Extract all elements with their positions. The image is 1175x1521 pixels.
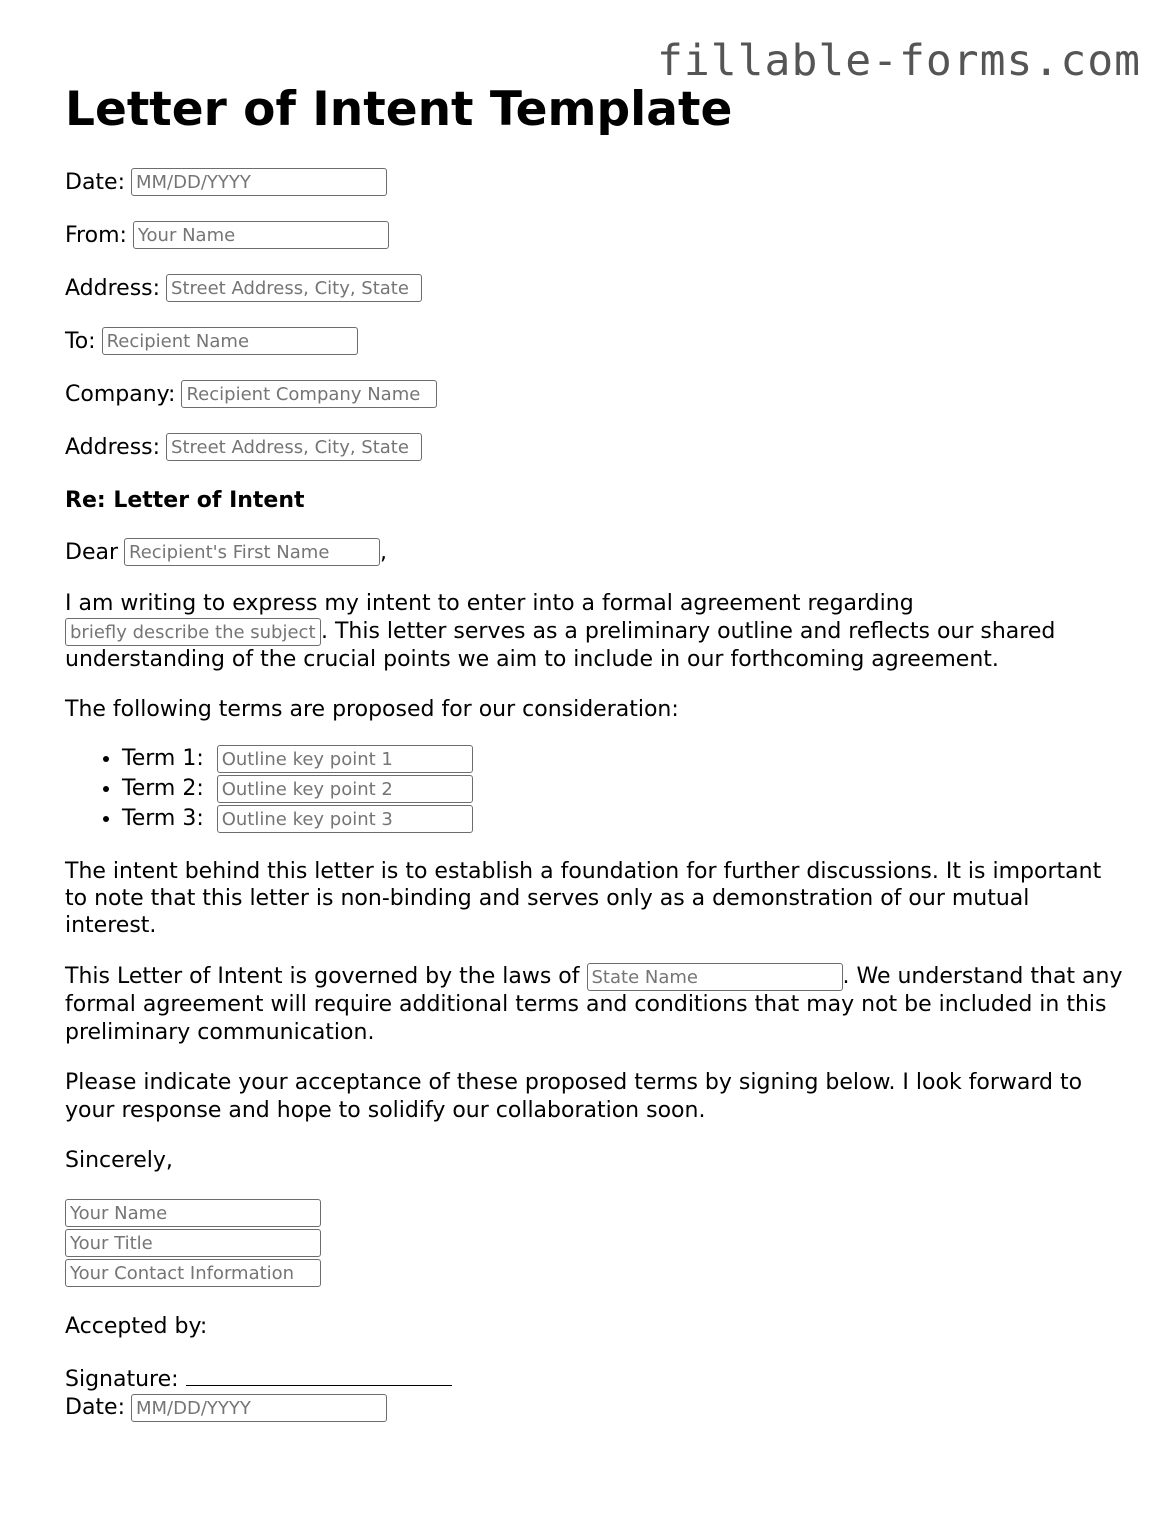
intro-text-before: I am writing to express my intent to enter into a formal agreement regarding (65, 591, 914, 616)
page-title: Letter of Intent Template (65, 82, 733, 137)
term-2-field[interactable] (217, 775, 473, 803)
recipient-company-field[interactable] (181, 380, 437, 408)
salutation-comma: , (380, 540, 388, 565)
term-3-field[interactable] (217, 805, 473, 833)
list-item (122, 774, 1125, 804)
sign-off: Sincerely, (65, 1148, 173, 1173)
recipient-address-label: Address: (65, 435, 161, 460)
accept-date-row (65, 1394, 1125, 1422)
list-item (122, 744, 1125, 774)
date-label: Date: (65, 170, 125, 195)
date-field[interactable] (131, 168, 387, 196)
recipient-first-name-field[interactable] (124, 538, 380, 566)
letter-document (65, 82, 1125, 1422)
governing-text-before: This Letter of Intent is governed by the laws of (65, 964, 580, 989)
recipient-address-field[interactable] (166, 433, 422, 461)
company-row (65, 380, 1125, 433)
accept-date-field[interactable] (131, 1394, 387, 1422)
from-label: From: (65, 223, 127, 248)
company-label: Company: (65, 382, 176, 407)
to-label: To: (65, 329, 96, 354)
terms-intro: The following terms are proposed for our consideration: (65, 697, 679, 722)
intent-paragraph: The intent behind this letter is to establish a foundation for further discussions. It is important to note that this letter is non-binding and serves only as a demonstration of our mutual interest. (65, 859, 1102, 938)
intro-text-after: . This letter serves as a preliminary outline and reflects our shared understanding of the crucial points we aim to include in our forthcoming agreement. (65, 619, 1056, 672)
governing-text-after: . We understand that any formal agreement will require additional terms and conditions that may not be included in this preliminary communication. (65, 964, 1123, 1045)
signer-block (65, 1199, 1125, 1287)
accepted-by: Accepted by: (65, 1314, 208, 1339)
state-name-field[interactable] (587, 963, 843, 991)
signer-name-field[interactable] (65, 1199, 321, 1227)
accept-date-label: Date: (65, 1395, 125, 1420)
sender-address-label: Address: (65, 276, 161, 301)
from-row (65, 221, 1125, 274)
date-row (65, 168, 1125, 221)
term-3-label: Term 3: (122, 806, 204, 831)
closing-paragraph: Please indicate your acceptance of these proposed terms by signing below. I look forward to your response and hope to solidify our collaboration soon. (65, 1070, 1083, 1123)
term-1-label: Term 1: (122, 746, 204, 771)
subject-field[interactable] (65, 618, 321, 646)
signature-label: Signature: (65, 1367, 179, 1392)
salutation-row (65, 538, 1125, 590)
signer-contact-field[interactable] (65, 1259, 321, 1287)
salutation-word: Dear (65, 540, 119, 565)
term-1-field[interactable] (217, 745, 473, 773)
term-2-label: Term 2: (122, 776, 204, 801)
watermark: fillable-forms.com (657, 36, 1141, 86)
sender-address-field[interactable] (166, 274, 422, 302)
to-row (65, 327, 1125, 380)
signature-line[interactable] (186, 1363, 452, 1386)
governing-paragraph (65, 963, 1125, 1047)
re-line: Re: Letter of Intent (65, 488, 305, 513)
signer-title-field[interactable] (65, 1229, 321, 1257)
recipient-address-row (65, 433, 1125, 486)
sender-address-row (65, 274, 1125, 327)
terms-list (65, 744, 1125, 834)
intro-paragraph (65, 590, 1125, 674)
from-name-field[interactable] (133, 221, 389, 249)
signature-row (65, 1363, 1125, 1394)
list-item (122, 804, 1125, 834)
recipient-name-field[interactable] (102, 327, 358, 355)
